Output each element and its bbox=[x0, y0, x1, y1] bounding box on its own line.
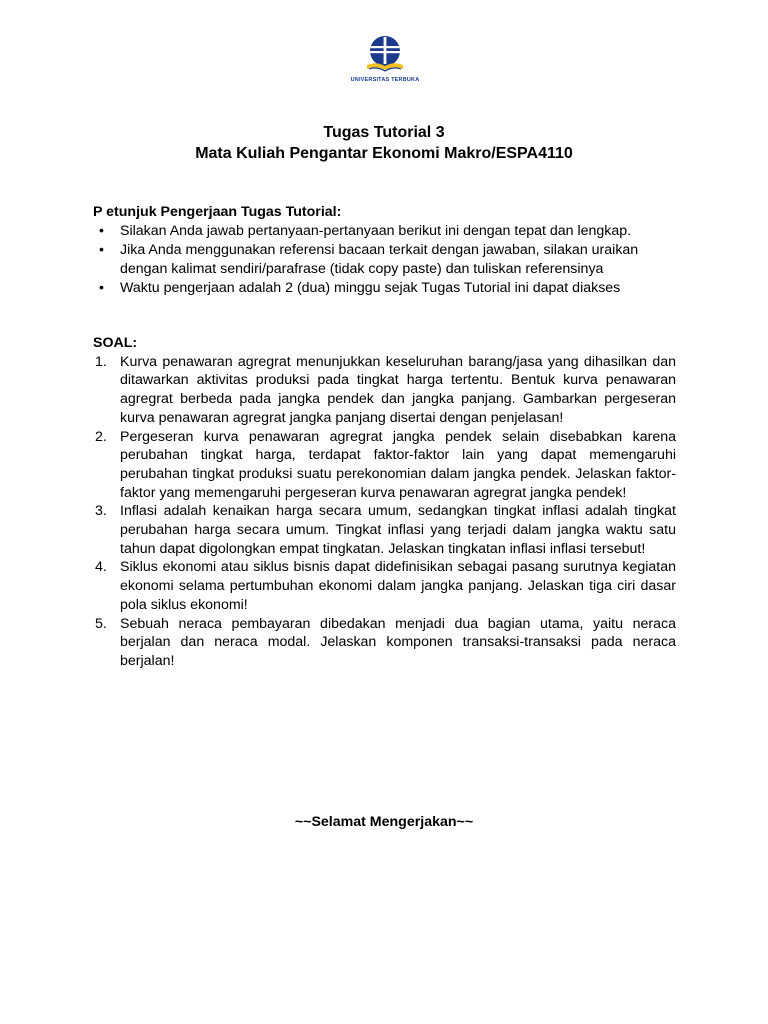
page-title: Tugas Tutorial 3 bbox=[323, 124, 445, 141]
question-item bbox=[93, 558, 676, 614]
university-logo bbox=[345, 34, 425, 88]
question-text: Kurva penawaran agregrat menunjukkan keseluruhan barang/jasa yang dihasilkan dan ditawarkan aktivitas produksi pada tingkat harga tertentu. Bentuk kurva penawaran agregrat berbeda pada jangka pendek dan jangka panjang. Gambarkan pergeseran kurva penawaran agregrat jangka panjang disertai dengan penjelasan! bbox=[120, 353, 676, 426]
closing-text: ~~Selamat Mengerjakan~~ bbox=[294, 814, 474, 830]
question-number: 2. bbox=[95, 428, 107, 445]
question-text: Pergeseran kurva penawaran agregrat jangka pendek selain disebabkan karena perubahan tingkat harga, terdapat faktor-faktor lain yang dapat memengaruhi perubahan tingkat produksi suatu perekonomian dalam jangka pendek. Jelaskan faktor-faktor yang memengaruhi pergeseran kurva penawaran agregrat jangka pendek! bbox=[120, 428, 676, 501]
question-text: Inflasi adalah kenaikan harga secara umum, sedangkan tingkat inflasi adalah tingkat perubahan harga secara umum. Tingkat inflasi yang terjadi dalam jangka waktu satu tahun dapat digolongkan empat tingkatan. Jelaskan tingkatan inflasi inflasi tersebut! bbox=[120, 503, 676, 557]
question-text: Sebuah neraca pembayaran dibedakan menjadi dua bagian utama, yaitu neraca berjalan dan neraca modal. Jelaskan komponen transaksi-transaksi pada neraca berjalan! bbox=[120, 615, 676, 669]
question-number: 3. bbox=[95, 503, 107, 520]
instructions-heading: P etunjuk Pengerjaan Tugas Tutorial: bbox=[93, 204, 342, 220]
question-item bbox=[93, 502, 676, 558]
instructions-section bbox=[93, 203, 683, 298]
question-number: 5. bbox=[95, 615, 107, 632]
question-item bbox=[93, 615, 676, 671]
question-text: Siklus ekonomi atau siklus bisnis dapat didefinisikan sebagai pasang surutnya kegiatan ekonomi selama pertumbuhan ekonomi dalam jangka panjang. Jelaskan tiga ciri dasar pola siklus ekonomi! bbox=[120, 559, 676, 613]
instruction-item: • Silakan Anda jawab pertanyaan-pertanyaan berikut ini dengan tepat dan lengkap. bbox=[93, 222, 683, 241]
soal-section bbox=[93, 334, 676, 671]
question-number: 1. bbox=[95, 353, 107, 370]
universitas-terbuka-logo-icon bbox=[363, 34, 407, 76]
question-list bbox=[93, 353, 676, 671]
logo-text: UNIVERSITAS TERBUKA bbox=[350, 77, 420, 83]
instructions-list bbox=[93, 222, 683, 298]
question-number: 4. bbox=[95, 559, 107, 576]
question-item bbox=[93, 428, 676, 503]
soal-heading: SOAL: bbox=[93, 335, 138, 351]
course-title: Mata Kuliah Pengantar Ekonomi Makro/ESPA4110 bbox=[195, 145, 573, 162]
instruction-item: • Jika Anda menggunakan referensi bacaan terkait dengan jawaban, silakan uraikan dengan kalimat sendiri/parafrase (tidak copy paste) dan tuliskan referensinya bbox=[93, 241, 683, 279]
instruction-item: • Waktu pengerjaan adalah 2 (dua) minggu sejak Tugas Tutorial ini dapat diakses bbox=[93, 279, 683, 298]
question-item bbox=[93, 353, 676, 428]
